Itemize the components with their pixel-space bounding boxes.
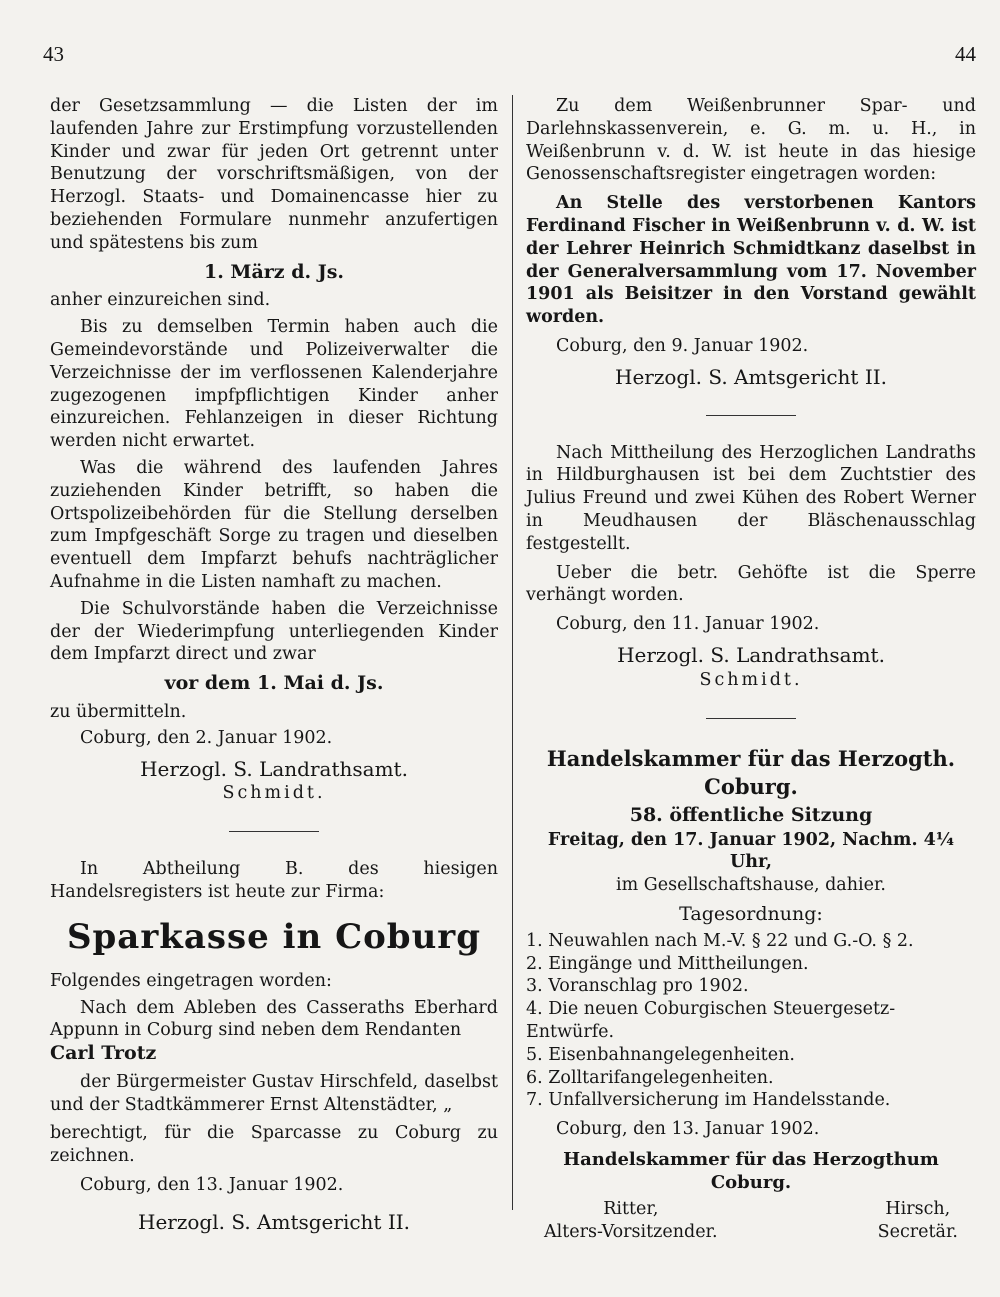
vaccination-notice-paragraph-2: Bis zu demselben Termin haben auch die Gemeindevorstände und Polizeiverwalter die Verzeichnisse der im verflossenen Kalenderjahre zugezogenen impfpflichtigen Kinder anher einzureichen. Fehlanzeigen in dieser Richtung werden nicht erwartet. bbox=[50, 317, 498, 452]
agenda-item: 6. Zolltarifangelegenheiten. bbox=[526, 1067, 774, 1088]
cooperative-date: Coburg, den 9. Januar 1902. bbox=[556, 335, 809, 356]
chamber-authority: Handelskammer für das Herzogthum Coburg. bbox=[563, 1148, 939, 1193]
agenda-item: 2. Eingänge und Mittheilungen. bbox=[526, 953, 809, 974]
left-column bbox=[50, 95, 498, 1234]
page-number-left: 43 bbox=[43, 42, 64, 66]
register-notice-intro: In Abtheilung B. des hiesigen Handelsregisters ist heute zur Firma: bbox=[50, 859, 498, 902]
signature-left-name: Ritter, bbox=[603, 1199, 659, 1220]
chamber-heading: Handelskammer für das Herzogth. Coburg. bbox=[546, 745, 956, 799]
signature-left bbox=[544, 1198, 718, 1244]
notice-authority: Herzogl. S. Landrathsamt. bbox=[140, 756, 408, 781]
vaccination-notice-paragraph-4-end: zu übermitteln. bbox=[50, 701, 187, 722]
section-rule bbox=[229, 831, 319, 832]
signature-right-name: Hirsch, bbox=[885, 1199, 951, 1220]
register-notice-text: Nach dem Ableben des Casseraths Eberhard Appunn in Coburg sind neben dem Rendanten bbox=[50, 997, 498, 1041]
session-time: Freitag, den 17. Januar 1902, Nachm. 4¼ Uhr, bbox=[547, 829, 955, 873]
chamber-date: Coburg, den 13. Januar 1902. bbox=[556, 1119, 820, 1140]
signature-left-title: Alters-Vorsitzender. bbox=[544, 1222, 718, 1243]
register-notice-officials: der Bürgermeister Gustav Hirschfeld, daselbst und der Stadtkämmerer Ernst Altenstädter, „ bbox=[50, 1071, 498, 1115]
signature-right-title: Secretär. bbox=[877, 1222, 958, 1243]
register-authority: Herzogl. S. Amtsgericht II. bbox=[138, 1209, 410, 1234]
register-notice-end: berechtigt, für die Sparcasse zu Coburg zu zeichnen. bbox=[50, 1123, 498, 1167]
cooperative-notice-text: An Stelle des verstorbenen Kantors Ferdinand Fischer in Weißenbrunn v. d. W. ist der Lehrer Heinrich Schmidtkanz daselbst in der Generalversammlung vom 17. November 1901 als Beisitzer in den Vorstand gewählt worden. bbox=[526, 193, 976, 328]
vaccination-notice-paragraph-3: Was die während des laufenden Jahres zuziehenden Kinder betrifft, so haben die Ortspolizeibehörden für die Stellung derselben zum Impfgeschäft Sorge zu tragen und dieselben eventuell dem Impfarzt behufs nachträglicher Aufnahme in die Listen namhaft zu machen. bbox=[50, 457, 498, 592]
register-date: Coburg, den 13. Januar 1902. bbox=[80, 1175, 344, 1196]
chamber-signatures bbox=[526, 1198, 976, 1244]
register-notice-entry: Folgendes eingetragen worden: bbox=[50, 970, 332, 991]
vaccination-notice-paragraph-4: Die Schulvorstände haben die Verzeichnisse der der Wiederimpfung unterliegenden Kinder dem Impfarzt direct und zwar bbox=[50, 598, 498, 665]
deadline-2: vor dem 1. Mai d. Js. bbox=[164, 672, 384, 695]
vaccination-notice-paragraph-1-end: anher einzureichen sind. bbox=[50, 290, 271, 311]
deadline-1: 1. März d. Js. bbox=[203, 260, 345, 283]
right-column bbox=[526, 95, 976, 1244]
section-rule-2 bbox=[706, 415, 796, 416]
page-number-right: 44 bbox=[955, 42, 976, 66]
session-place: im Gesellschaftshause, dahier. bbox=[616, 875, 886, 896]
animal-disease-signature: Schmidt. bbox=[699, 669, 803, 690]
agenda-item: 1. Neuwahlen nach M.-V. § 22 und G.-O. § 2. bbox=[526, 930, 914, 951]
agenda-title: Tagesordnung: bbox=[679, 902, 823, 925]
agenda-item: 7. Unfallversicherung im Handelsstande. bbox=[526, 1090, 891, 1111]
firm-name: Sparkasse in Coburg bbox=[66, 916, 481, 957]
notice-date: Coburg, den 2. Januar 1902. bbox=[80, 727, 333, 748]
animal-disease-quarantine: Ueber die betr. Gehöfte ist die Sperre verhängt worden. bbox=[526, 562, 976, 606]
rendant-name: Carl Trotz bbox=[50, 1042, 157, 1065]
column-divider bbox=[512, 95, 513, 1210]
agenda-item: 3. Voranschlag pro 1902. bbox=[526, 976, 749, 997]
animal-disease-date: Coburg, den 11. Januar 1902. bbox=[556, 614, 820, 635]
animal-disease-notice: Nach Mittheilung des Herzoglichen Landraths in Hildburghausen ist bei dem Zuchtstier des Julius Freund und zwei Kühen des Robert Werner in Meudhausen der Bläschenausschlag festgestellt. bbox=[526, 442, 976, 554]
agenda-item: 5. Eisenbahnangelegenheiten. bbox=[526, 1044, 795, 1065]
agenda-item: 4. Die neuen Coburgischen Steuergesetz-Entwürfe. bbox=[526, 999, 896, 1042]
session-heading: 58. öffentliche Sitzung bbox=[629, 803, 873, 826]
animal-disease-authority: Herzogl. S. Landrathsamt. bbox=[617, 642, 885, 667]
signature-right bbox=[878, 1198, 958, 1244]
notice-signature: Schmidt. bbox=[222, 783, 326, 804]
agenda-list bbox=[526, 930, 976, 1112]
cooperative-notice-intro: Zu dem Weißenbrunner Spar- und Darlehnskassenverein, e. G. m. u. H., in Weißenbrunn v. d. W. ist heute in das hiesige Genossenschaftsregister eingetragen worden: bbox=[526, 96, 976, 185]
cooperative-authority: Herzogl. S. Amtsgericht II. bbox=[615, 364, 887, 389]
vaccination-notice-paragraph-1: der Gesetzsammlung — die Listen der im laufenden Jahre zur Erstimpfung vorzustellenden Kinder und zwar für jeden Ort getrennt unter Benutzung der vorschriftsmäßigen, von der Herzogl. Staats- und Domainencasse hier zu beziehenden Formulare nunmehr anzufertigen und spätestens bis zum bbox=[50, 96, 498, 253]
section-rule-3 bbox=[706, 718, 796, 719]
